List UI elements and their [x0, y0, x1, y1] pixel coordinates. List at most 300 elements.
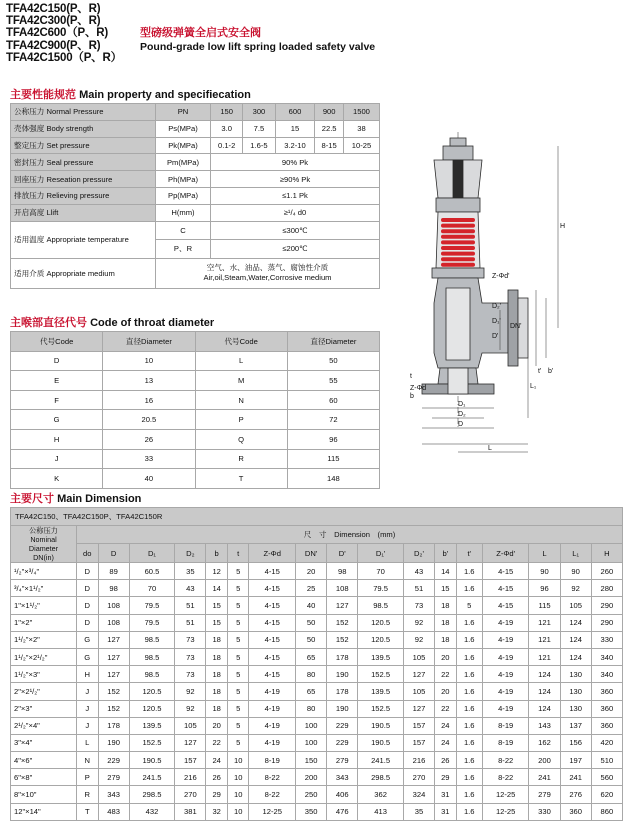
- dimension-row: [11, 648, 623, 665]
- dimension-cell: 50: [296, 614, 327, 631]
- property-value: 15: [275, 120, 315, 137]
- dimension-cell: 40: [296, 597, 327, 614]
- throat-cell: L: [195, 351, 287, 371]
- dimension-row: [11, 700, 623, 717]
- dimension-cell: 157: [403, 717, 434, 734]
- property-unit: Pk(MPa): [156, 137, 211, 154]
- title-en: Pound-grade low lift spring loaded safety valve: [140, 41, 376, 53]
- dimension-cell: R: [77, 786, 99, 803]
- dimension-cell: 98: [327, 563, 358, 580]
- property-pn-col: 600: [275, 104, 315, 121]
- dimension-cell: 152: [327, 631, 358, 648]
- model-code: TFA42C600（P、R): [6, 27, 109, 40]
- dimension-cell: 70: [358, 563, 404, 580]
- dimension-cell: 420: [591, 734, 622, 751]
- dimension-column-header: Z-Φd': [482, 544, 529, 563]
- dimension-cell: J: [77, 717, 99, 734]
- dimension-cell: 137: [560, 717, 591, 734]
- dimension-cell: 26: [435, 752, 457, 769]
- dimension-cell: 24: [435, 717, 457, 734]
- dimension-cell: 139.5: [358, 683, 404, 700]
- dimension-cell: 51: [403, 580, 434, 597]
- dimension-cell: 130: [560, 666, 591, 683]
- dimension-cell: 216: [175, 769, 206, 786]
- dimension-cell: 197: [560, 752, 591, 769]
- dimension-cell: D: [77, 563, 99, 580]
- drawing-label: D₂: [458, 411, 466, 418]
- dimension-cell: 12-25: [482, 786, 529, 803]
- model-list: [6, 3, 138, 64]
- dimension-cell: 324: [403, 786, 434, 803]
- dimension-column-header: Z-Φd: [249, 544, 296, 563]
- dimension-cell: 73: [175, 666, 206, 683]
- throat-cell: 33: [103, 449, 195, 469]
- dimension-cell: 483: [98, 803, 129, 820]
- dimension-cell: 22: [435, 700, 457, 717]
- dimension-cell: 89: [98, 563, 129, 580]
- model-code: TFA42C150(P、R): [6, 3, 101, 15]
- temperature-value: ≤300℃: [211, 221, 380, 240]
- drawing-label: b': [548, 368, 554, 375]
- drawing-label: t': [538, 368, 542, 375]
- throat-header-cell: 直径Diameter: [103, 332, 195, 352]
- throat-header-cell: 直径Diameter: [287, 332, 379, 352]
- property-unit: Ph(MPa): [156, 171, 211, 188]
- dimension-cell: 73: [175, 648, 206, 665]
- dimension-cell: T: [77, 803, 99, 820]
- dimension-cell: 60.5: [129, 563, 175, 580]
- dimension-cell: 127: [175, 734, 206, 751]
- property-unit: Pp(MPa): [156, 187, 211, 204]
- dimension-cell: 31: [435, 786, 457, 803]
- dimension-cell: 139.5: [129, 717, 175, 734]
- dimension-row: [11, 717, 623, 734]
- temperature-type: C: [156, 221, 211, 240]
- dimension-cell: 8-22: [482, 769, 529, 786]
- dimension-cell: 26: [206, 769, 228, 786]
- spring-coil: [441, 246, 475, 250]
- dimension-cell: 5: [227, 563, 249, 580]
- dimension-cell: 381: [175, 803, 206, 820]
- throat-cell: T: [195, 469, 287, 489]
- dimension-cell: 124: [529, 666, 560, 683]
- dimension-cell: 100: [296, 734, 327, 751]
- throat-cell: Q: [195, 429, 287, 449]
- drawing-label: D₁': [492, 318, 501, 325]
- dimension-cell: 5: [227, 648, 249, 665]
- property-value: 10-25: [343, 137, 379, 154]
- dimension-row: [11, 597, 623, 614]
- dimension-cell: 20: [435, 648, 457, 665]
- dimension-header-row: [11, 526, 623, 544]
- dimension-column-header: b': [435, 544, 457, 563]
- dimension-cell: 279: [98, 769, 129, 786]
- dimension-cell: 620: [591, 786, 622, 803]
- property-value: 8-15: [315, 137, 344, 154]
- dimension-cell: 4-15: [249, 666, 296, 683]
- throat-section-en: Code of throat diameter: [90, 317, 215, 329]
- dimension-cell: 15: [206, 597, 228, 614]
- dimension-dn: 2"×2¹/₂": [11, 683, 77, 700]
- throat-cell: N: [195, 390, 287, 410]
- dimension-cell: 120.5: [129, 683, 175, 700]
- dimension-cell: 92: [403, 614, 434, 631]
- throat-cell: 16: [103, 390, 195, 410]
- dimension-cell: 1.6: [456, 580, 482, 597]
- throat-cell: 26: [103, 429, 195, 449]
- throat-cell: 115: [287, 449, 379, 469]
- dimension-cell: 51: [175, 614, 206, 631]
- property-value: 38: [343, 120, 379, 137]
- dimension-dn: ¹/₂"×³/₄": [11, 563, 77, 580]
- dimension-row: [11, 563, 623, 580]
- dimension-cell: 43: [175, 580, 206, 597]
- dimension-cell: 35: [175, 563, 206, 580]
- throat-section-cn: 主喉部直径代号: [10, 317, 87, 329]
- dimension-row: [11, 786, 623, 803]
- dimension-cell: 115: [529, 597, 560, 614]
- throat-row: [11, 371, 380, 391]
- dimension-cell: 4-15: [249, 648, 296, 665]
- dimension-cell: 241.5: [129, 769, 175, 786]
- dimension-column-header: b: [206, 544, 228, 563]
- dimension-cell: 108: [98, 597, 129, 614]
- dimension-cell: 298.5: [358, 769, 404, 786]
- throat-cell: P: [195, 410, 287, 430]
- dimension-cell: 1.6: [456, 786, 482, 803]
- dimension-cell: 98.5: [129, 648, 175, 665]
- dimension-cell: 29: [435, 769, 457, 786]
- dimension-cell: 14: [435, 563, 457, 580]
- property-row: [11, 204, 380, 221]
- dimension-column-header: L₁: [560, 544, 591, 563]
- dimension-cell: 79.5: [129, 614, 175, 631]
- dimension-column-header: t: [227, 544, 249, 563]
- dimension-cell: 8-22: [482, 752, 529, 769]
- throat-cell: H: [11, 429, 103, 449]
- dimension-cell: 79.5: [129, 597, 175, 614]
- dimension-cell: 260: [591, 563, 622, 580]
- throat-cell: F: [11, 390, 103, 410]
- property-section-title: [10, 86, 251, 102]
- dimension-cell: 1.6: [456, 700, 482, 717]
- throat-row: [11, 351, 380, 371]
- dimension-cell: 4-19: [482, 666, 529, 683]
- dimension-cell: 216: [403, 752, 434, 769]
- dimension-cell: 8-22: [249, 786, 296, 803]
- dimension-table: [10, 507, 623, 821]
- dimension-cell: 12: [206, 563, 228, 580]
- dimension-cell: N: [77, 752, 99, 769]
- throat-cell: G: [11, 410, 103, 430]
- property-value: ≤1.1 Pk: [211, 187, 380, 204]
- dimension-cell: 10: [227, 786, 249, 803]
- dimension-cell: 5: [227, 580, 249, 597]
- dimension-cell: 330: [529, 803, 560, 820]
- dimension-column-header: D: [98, 544, 129, 563]
- property-pn-col: 150: [211, 104, 243, 121]
- dimension-dn: 1¹/₂"×2¹/₂": [11, 648, 77, 665]
- spring-coil: [441, 240, 475, 244]
- dimension-cell: 279: [529, 786, 560, 803]
- dimension-dn: 1"×1¹/₂": [11, 597, 77, 614]
- dimension-cell: 124: [529, 700, 560, 717]
- dimension-cell: 127: [403, 700, 434, 717]
- dimension-cell: 90: [529, 563, 560, 580]
- dimension-cell: 25: [296, 580, 327, 597]
- dimension-cell: D: [77, 614, 99, 631]
- dimension-cell: 1.6: [456, 614, 482, 631]
- model-code: TFA42C900(P、R): [6, 39, 101, 52]
- dimension-cell: 229: [327, 717, 358, 734]
- property-pn-col: 1500: [343, 104, 379, 121]
- dimension-cell: 14: [206, 580, 228, 597]
- dimension-section-en: Main Dimension: [57, 493, 142, 505]
- drawing-label: D₂': [492, 303, 502, 310]
- dimension-cell: 92: [560, 580, 591, 597]
- dimension-cell: 98: [98, 580, 129, 597]
- dimension-cell: 20: [435, 683, 457, 700]
- throat-cell: K: [11, 469, 103, 489]
- property-label: 排放压力 Relieving pressure: [11, 187, 156, 204]
- dimension-cell: 152: [98, 700, 129, 717]
- throat-cell: 50: [287, 351, 379, 371]
- dimension-cell: 162: [529, 734, 560, 751]
- spring-coil: [441, 235, 475, 239]
- dimension-cell: 362: [358, 786, 404, 803]
- dn-header: [11, 526, 77, 563]
- dimension-column-row: [11, 544, 623, 563]
- dimension-cell: 12-25: [249, 803, 296, 820]
- dimension-cell: 35: [403, 803, 434, 820]
- property-row: [11, 137, 380, 154]
- property-value: 3.2-10: [275, 137, 315, 154]
- throat-cell: E: [11, 371, 103, 391]
- dimension-cell: 5: [227, 631, 249, 648]
- dimension-cell: 280: [591, 580, 622, 597]
- throat-row: [11, 410, 380, 430]
- dimension-cell: 92: [175, 683, 206, 700]
- dimension-cell: 4-19: [249, 717, 296, 734]
- dimension-cell: 1.6: [456, 717, 482, 734]
- dimension-cell: 200: [296, 769, 327, 786]
- dimension-cell: 156: [560, 734, 591, 751]
- spring-coil: [441, 252, 475, 256]
- dimension-cell: 20: [296, 563, 327, 580]
- dimension-cell: 80: [296, 666, 327, 683]
- dimension-row: [11, 614, 623, 631]
- drawing-label: DN': [510, 323, 522, 330]
- dimension-cell: 1.6: [456, 769, 482, 786]
- dimension-cell: 4-19: [249, 700, 296, 717]
- dimension-cell: 560: [591, 769, 622, 786]
- throat-header-row: [11, 332, 380, 352]
- dimension-cell: 124: [560, 614, 591, 631]
- dimension-cell: 229: [98, 752, 129, 769]
- throat-row: [11, 390, 380, 410]
- dimension-section-cn: 主要尺寸: [10, 493, 54, 505]
- dimension-section-title: [10, 490, 141, 506]
- dimension-cell: 178: [327, 683, 358, 700]
- property-row: [11, 120, 380, 137]
- dimension-dn: 12"×14": [11, 803, 77, 820]
- property-section-en: Main property and specifiecation: [79, 89, 251, 101]
- dimension-cell: 4-15: [249, 597, 296, 614]
- dimension-cell: 157: [403, 734, 434, 751]
- model-code: TFA42C1500（P、R）: [6, 51, 122, 64]
- dimension-cell: 1.6: [456, 803, 482, 820]
- dimension-cell: 105: [403, 648, 434, 665]
- dimension-cell: 15: [206, 614, 228, 631]
- dimension-cell: 343: [327, 769, 358, 786]
- dimension-column-header: D': [327, 544, 358, 563]
- dimension-cell: 5: [227, 614, 249, 631]
- dimension-cell: 200: [529, 752, 560, 769]
- dimension-cell: 124: [560, 631, 591, 648]
- dimension-cell: 343: [98, 786, 129, 803]
- spring-coil: [441, 263, 475, 267]
- dimension-cell: 406: [327, 786, 358, 803]
- dimension-cell: 152: [98, 683, 129, 700]
- dimension-cell: 4-19: [249, 734, 296, 751]
- dimension-cell: 127: [98, 631, 129, 648]
- dimension-cell: 105: [403, 683, 434, 700]
- dimension-dn: 1"×2": [11, 614, 77, 631]
- dimension-cell: 4-15: [249, 563, 296, 580]
- dimension-dn: 8"×10": [11, 786, 77, 803]
- drawing-label: L₁: [530, 383, 537, 390]
- property-row: [11, 171, 380, 188]
- dimension-cell: 241: [529, 769, 560, 786]
- dimension-cell: 92: [175, 700, 206, 717]
- dimension-cell: 1.6: [456, 734, 482, 751]
- dimension-cell: 139.5: [358, 648, 404, 665]
- property-unit: H(mm): [156, 204, 211, 221]
- dimension-column-header: L: [529, 544, 560, 563]
- dimension-cell: 18: [206, 683, 228, 700]
- property-value: 3.0: [211, 120, 243, 137]
- medium-en: Air,oil,Steam,Water,Corrosive medium: [203, 273, 332, 283]
- dimension-cell: 190: [98, 734, 129, 751]
- dimension-cell: 50: [296, 631, 327, 648]
- dimension-cell: 5: [227, 683, 249, 700]
- dimension-cell: 108: [327, 580, 358, 597]
- dimension-cell: G: [77, 648, 99, 665]
- dimension-cell: L: [77, 734, 99, 751]
- dimension-dn: 1¹/₂"×3": [11, 666, 77, 683]
- dimension-cell: 130: [560, 683, 591, 700]
- dimension-cell: 127: [98, 648, 129, 665]
- dimension-cell: 15: [435, 580, 457, 597]
- property-value: 0.1-2: [211, 137, 243, 154]
- property-value: 7.5: [243, 120, 275, 137]
- dimension-column-header: t': [456, 544, 482, 563]
- dimension-cell: 73: [175, 631, 206, 648]
- dimension-cell: 121: [529, 614, 560, 631]
- dimension-cell: 127: [327, 597, 358, 614]
- property-row: [11, 258, 380, 288]
- dimension-cell: 10: [227, 803, 249, 820]
- medium-cn: 空气、水、油品、蒸气、腐蚀性介质: [206, 263, 329, 273]
- dimension-cell: 51: [175, 597, 206, 614]
- dimension-cell: D: [77, 580, 99, 597]
- dimension-cell: 4-15: [482, 597, 529, 614]
- dimension-cell: 124: [529, 683, 560, 700]
- spring-coil: [441, 224, 475, 228]
- dimension-column-header: H: [591, 544, 622, 563]
- dimension-cell: 130: [560, 700, 591, 717]
- dimension-cell: 1.6: [456, 631, 482, 648]
- dimension-cell: 360: [591, 683, 622, 700]
- dimension-cell: 98.5: [129, 666, 175, 683]
- dimension-cell: 120.5: [129, 700, 175, 717]
- dimension-cell: 18: [435, 597, 457, 614]
- dimension-cell: 270: [175, 786, 206, 803]
- dimension-cell: 5: [456, 597, 482, 614]
- temperature-label: 适用温度 Appropriate temperature: [11, 221, 156, 258]
- dimension-cell: 105: [175, 717, 206, 734]
- dimension-cell: 92: [403, 631, 434, 648]
- dimension-cell: 8-19: [482, 717, 529, 734]
- drawing-label: Z-Φd': [492, 273, 510, 280]
- dimension-cell: 1.6: [456, 683, 482, 700]
- dimension-cell: 8-19: [249, 752, 296, 769]
- dimension-row: [11, 752, 623, 769]
- medium-label: 适用介质 Appropriate medium: [11, 258, 156, 288]
- dimension-column-header: D₁: [129, 544, 175, 563]
- dimension-dn: 2"×3": [11, 700, 77, 717]
- throat-cell: 40: [103, 469, 195, 489]
- dimension-cell: 340: [591, 648, 622, 665]
- dimension-cell: 152.5: [358, 666, 404, 683]
- throat-cell: R: [195, 449, 287, 469]
- throat-row: [11, 449, 380, 469]
- dimension-row: [11, 769, 623, 786]
- dimension-column-header: do: [77, 544, 99, 563]
- property-section-cn: 主要性能规范: [10, 89, 76, 101]
- dimension-cell: 98.5: [129, 631, 175, 648]
- temperature-type: P、R: [156, 240, 211, 259]
- dimension-row: [11, 734, 623, 751]
- property-label: 公称压力 Normal Pressure: [11, 104, 156, 121]
- property-value: ≥90% Pk: [211, 171, 380, 188]
- dimension-cell: 152.5: [358, 700, 404, 717]
- dimension-cell: 178: [327, 648, 358, 665]
- dimension-dn: 2¹/₂"×4": [11, 717, 77, 734]
- dimension-cell: P: [77, 769, 99, 786]
- dimension-cell: 18: [206, 700, 228, 717]
- dimension-cell: 108: [98, 614, 129, 631]
- throat-header-cell: 代号Code: [195, 332, 287, 352]
- dimension-cell: 190.5: [358, 717, 404, 734]
- dimension-cell: 360: [591, 700, 622, 717]
- dimension-cell: 24: [435, 734, 457, 751]
- throat-cell: 72: [287, 410, 379, 430]
- dimension-cell: 1.6: [456, 752, 482, 769]
- property-pn-col: 300: [243, 104, 275, 121]
- dimension-cell: 1.6: [456, 648, 482, 665]
- property-row: [11, 187, 380, 204]
- drawing-label: D: [458, 421, 464, 428]
- throat-cell: D: [11, 351, 103, 371]
- property-value: 22.5: [315, 120, 344, 137]
- drawing-label: b: [410, 393, 414, 400]
- dimension-cell: 29: [206, 786, 228, 803]
- drawing-label: D₁: [458, 401, 466, 408]
- dimension-title: 尺 寸 Dimension (mm): [77, 526, 623, 544]
- property-table: [10, 103, 380, 289]
- property-label: 密封压力 Seal pressure: [11, 154, 156, 171]
